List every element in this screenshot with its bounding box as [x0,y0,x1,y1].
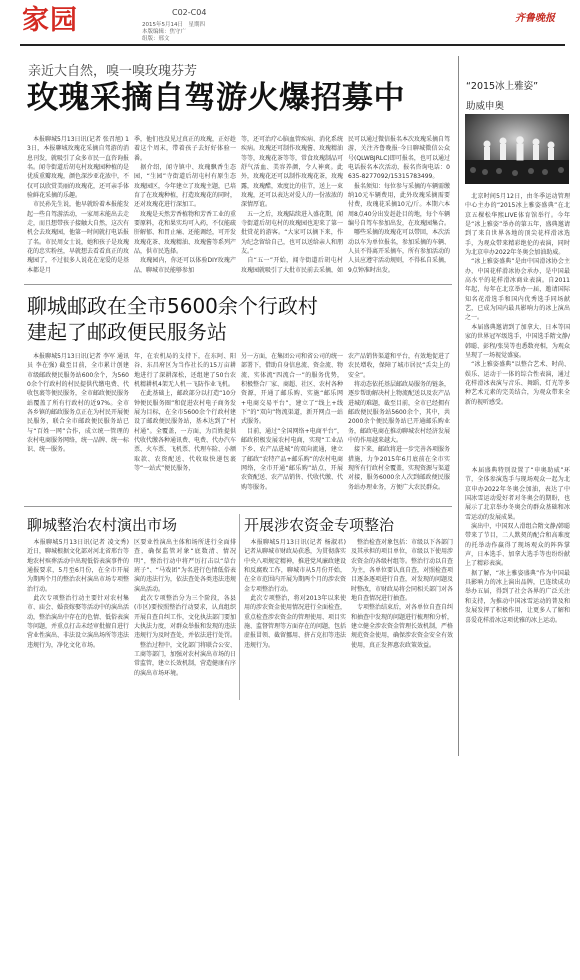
divider-sidebar [458,56,459,756]
article2-headline-line1: 聊城邮政在全市5600余个行政村 [27,294,318,318]
page-editor: 本版编辑：焦守广 [142,29,187,35]
lead-column-1: 本报聊城5月13日讯(记者 张召旭) 13日，本报聊城玫瑰花采摘自驾游的消息刊发，就吸引了众多市民一直咨询报名。闻寺街道后胡屯村玫瑰园种植的是优质重瓣玫瑰，颜色深沙亚花浓中，不仅可以欣赏美丽的玫瑰花，还可亲手体验鲜花采摘的乐趣。 市民孙先生说，他早就盼着本报能发起一些自驾游活动，一家周末能出去走走，而且想带孩子接触大自然，这次有机会去玫瑰园，他第一时间就打电话报了名。市民周女士说，她和孩子是玫瑰花的忠实粉丝，早就想去看看真正的玫瑰园了，不过很多人说花在宠爱的是基本都是月 [27,136,129,273]
lead-column-4: 民可以通过微信报名本次玫瑰采摘自驾游，关注齐鲁晚报·今日聊城微信公众号(QLWBJRLC)即可报名，也可以通过电话报名本次活动，报名咨询电话：0635-8277092/15315783499。 报名须知：每位参与采摘的车辆需缴纳10元车辆费用，此外玫瑰采摘需要付费，玫瑰花采摘10元/斤。本期六本周8点40分出发赶赴目的地，每个车辆编号自驾车参加出发，在玫瑰园集合。 哪些采摘的玫瑰花可以带回，本次活动以车为单位报名，参加采摘的车辆、人员不得离开采摘车，所有参加活动的人员应遵守活动规则，不得私自采摘，9点钟准时出发。 [348,136,450,273]
article3-headline: 聊城整治农村演出市场 [27,516,178,534]
article2-headline-line2: 建起了邮政便民服务站 [27,320,227,344]
article4-headline: 开展涉农资金专项整治 [244,516,395,534]
sidebar-title-line1: “2015冰上雅姿” [466,81,539,92]
ice-show-photo-image [465,114,569,184]
lead-column-2: 季，他们也没见过真正的玫瑰，正好趁着这个周末，带着孩子去好好体验一番。 据介绍，闻寺镇中、玫瑰飘香生态园，“生园”寺街道后胡屯村有原生态玫瑰园区，今年建立了玫瑰主题，已培育了在玫瑰种植，打造玫瑰花的同时，还对玫瑰花进行深加工。 玫瑰是天然芳香植物和芳香工业的重要原料，花和果实均可入药，不仅能疏肝解郁、和胃止痛、还能调经，可开发玫瑰花茶、玫瑰精油、玫瑰酱等系列产品，供市民选择。 玫瑰园内，你还可以体验DIY玫瑰产品，聊城市民能够参加 [134,136,236,273]
page-range: C02-C04 [172,8,207,17]
article3-column-1: 本报聊城5月13日讯(记者 凌文秀) 近日，聊城根据文化部对河北省邢台等地农村殡葬活动中出现低俗表演事件的通报要求，5月至6月份，在全市开展为期两个月的整治农村演出市场专项整治行动。 此次专项整治行动主要针对农村集市、庙会、婚丧嫁娶等活动中的演出活动，整治演出中存在的色情、低俗表演等问题，并重点打击未经审批擅自进行营业性演出、非法设立演出场所等违法违规行为，净化文化市场。 [27,539,129,649]
sidebar-column-1: 北京时间5月12日，由冬季运动管理中心主办的“2015冰上雅姿盛典”在北京五棵松华熙LIVE体育馆举行。今年是“冰上雅姿”举办的第五年，盛典邀请到了来自世界各地的顶尖花样滑冰选手，为观众带来精彩绝伦的表演，同时为北京申办2022年冬奥会加油助威。 “冰上雅姿盛典”是由中国滑冰协会主办，中国花样滑冰协会承办，是中国最高水平的花样滑冰商业表演。自2011年起，每年在北京举办一届，邀请国际知名花滑选手和国内优秀选手同场献艺，已成为国内最具影响力的冰上演出之一。 本届盛典邀请到了加拿大、日本等国家的世界冠军级选手，中国选手隋文静/韩聪、彭程/张昊等也悉数亮相，为观众呈现了一场视觉盛宴。 “冰上雅姿盛典”以整合艺术、时尚、娱乐、运动于一体的综合性表演，通过花样滑冰表演与音乐、舞蹈、灯光等多种艺术元素的完美结合，为观众带来全新的视听感受。 [465,193,570,406]
masthead [0,0,580,44]
masthead-rule [20,44,565,46]
divider-vertical-articles [239,514,240,700]
article2-column-1: 本报聊城5月13日讯(记者 李军 通讯员 李在强) 截至目前，全市累计创建市级邮政便民服务站600余个，为5600余个行政村的村民提供代缴电费、代收包裹等便民服务，全市邮政便民服务站覆盖了所有行政村的近97%。全市各乡镇的邮政服务点正在为村民开展便民服务，联合全市邮政便民服务站已与“百姓一网”合作，成立统一管理的农村电商服务网络，统一品牌、统一标识、统一服务。 [27,353,129,454]
article2-column-4: 农产品销售渠道和平台，有效地促进了农民增收，保障了城市居民“舌尖上的安全”。 将动态依托基层邮政局服务的链条，逐步帮助解决村上物流配送以及农产品进城的难题，截至目前，全市已经拥有邮政便民服务站5600余个，其中，共2000余个便民服务站已开通邮乐购业务，邮政电商在推动聊城农村经济发展中的作用越来越大。 接下来，邮政将进一步完善各项服务措施，力争2015年6月底前在全市实现所有行政村全覆盖，实现资源与渠道对接，服务6000余人次到邮政便民服务站办理业务，方便广大农民群众。 [348,353,450,491]
issue-date: 2015年5月14日 星期四 [142,22,205,28]
page-layout-credit: 组版：邢文 [142,36,170,42]
newspaper-logo: 齐鲁晚报 [515,13,555,24]
section-title: 家园 [22,5,78,36]
sidebar-column-2: 本届盛典特别设置了“申奥助威”环节，全体参演选手与现场观众一起为北京申办2022年冬奥会加油，表达了中国冰雪运动爱好者对冬奥会的期盼，也展示了北京举办冬奥会的群众基础和冰雪运动的发展成果。 演出中，中国双人滑组合隋文静/韩聪带来了节目，二人默契的配合和高难度的托举动作赢得了现场观众的阵阵掌声，日本选手、加拿大选手等也纷纷献上了精彩表演。 据了解，“冰上雅姿盛典”作为中国最具影响力的冰上演出品牌，已连续成功举办五届，得到了社会各界的广泛关注和支持，为推动中国冰雪运动的普及和发展发挥了积极作用，让更多人了解和喜爱花样滑冰这项优雅的冰上运动。 [465,467,570,624]
ice-show-photo [465,114,569,184]
sidebar-title-line2: 助威申奥 [466,101,505,112]
lead-column-3: 等，还可治疗心脑血管疾病、消化系统疾病。玫瑰还可制作玫瑰酱、玫瑰精油等等，玫瑰花茶等等，常食玫瑰制品可舒气活血、美容养颜，令人神爽。此外，玫瑰花还可以制作玫瑰花茶，玫瑰露，玫瑰醋，欢度比的佳节，送上一束玫瑰，还可以表达对爱人的一份浓浓的深情厚谊。 五一之后，玫瑰陆续进入盛花期，闻寺街道后胡屯村的玫瑰园也迎来了第一批赏花的游客。“大家可以摘下来，作为纪念留给自己，也可以送给亲人和朋友。” 自“五一”开始，闻寺街道后胡屯村玫瑰园就吸引了大批市民前去采摘，如 [241,136,343,273]
lead-kicker: 亲近大自然，嗅一嗅玫瑰芬芳 [28,64,198,79]
article3-column-2: 区要业性演出主体和场所进行全面排查，确保监管对象“底数清、情况明”，整治行动中将严厉打击以“草台班子”、“马戏团”为名进行色情低俗表演的违法行为，依法查处各类违法违规演出活动。 此次专项整治分为三个阶段，各县(市区)要按照整治行动要求，认真组织开展自查自纠工作，文化执法部门要加大执法力度，对群众举报和发现的违法违规行为及时查处，并依法进行处罚。 整治过程中，文化部门将联合公安、工商等部门，加强对农村演出市场的日常监管，建立长效机制，营造健康有序的演出市场环境。 [134,539,236,677]
divider-lead [24,284,452,285]
divider-article2 [24,506,452,507]
article4-column-1: 本报聊城5月13日讯(记者 杨淑君) 记者从聊城市财政局获悉，为贯彻落实中央八项规定精神，推进党风廉政建设和反腐败工作，聊城市从5月份开始，在全市范围内开展为期两个月的涉农资金专项整治行动。 此次专项整治，将对2013年以来使用的涉农资金使用情况进行全面检查，重点检查涉农资金的管理使用、项目实施、监督管理等方面存在的问题，包括虚报冒领、截留挪用、挤占克扣等违法违规行为。 [244,539,346,649]
lead-headline: 玫瑰采摘自驾游火爆招募中 [27,80,405,116]
article2-column-3: 另一方面，在集团公司和省公司的统一部署下，借助自身信息流、资金流、物流、实体流“四流合一”的服务优势，积极整合厂家、商超、社区、农村各种资源，开通了邮乐购、实施“邮乐网+电商交易平台”，建立了“线上+线下”的“双向”物流渠道，新开网点一站式服务。 目前，通过“全国网络+电商平台”，邮政积极发展农村电商，实现“工业品下乡、农产品进城”的双向流通，建立了邮政“农特产品+邮乐购”的农村电商网络，全市开通“邮乐购”站点，开展农资配送、农产品销售、代收代缴、代购等服务。 [241,353,343,491]
article2-column-2: 年，在农机局的支持下，在东阿、阳谷、东昌府区为当作社长的15万亩耕地进行了深耕深松，还组建了50台农机精耕机4架无人机一飞防作业飞机。 在此基础上，邮政部分以打造“10分钟便民服务圈”和促进农村电子商务发展为目标，在全市5600余个行政村建设了邮政便民服务站，基本达到了“村村通”。全覆盖，一方面，为百姓提供代收代缴各种通讯费、电费、代办汽车票、火车票、飞机票、代理车险、小额取款、农资配送、代收取快递包裹等“一站式”便民服务， [134,353,236,473]
article4-column-2: 整治检查对象包括：市级以下各部门及其承担的项目单位，市级以下使用涉农资金的各级村组等。整治行动以自查为主，各单位要认真自查，对照检查项目逐条逐项进行自查，对发现的问题及时整改，市财政局将会同相关部门对各地自查情况进行抽查。 专项整治结束后，对各单位自查自纠和抽查中发现的问题进行梳理和分析，建立健全涉农资金管理长效机制，严格规范资金使用，确保涉农资金安全有效使用，真正发挥惠农政策效益。 [351,539,453,649]
